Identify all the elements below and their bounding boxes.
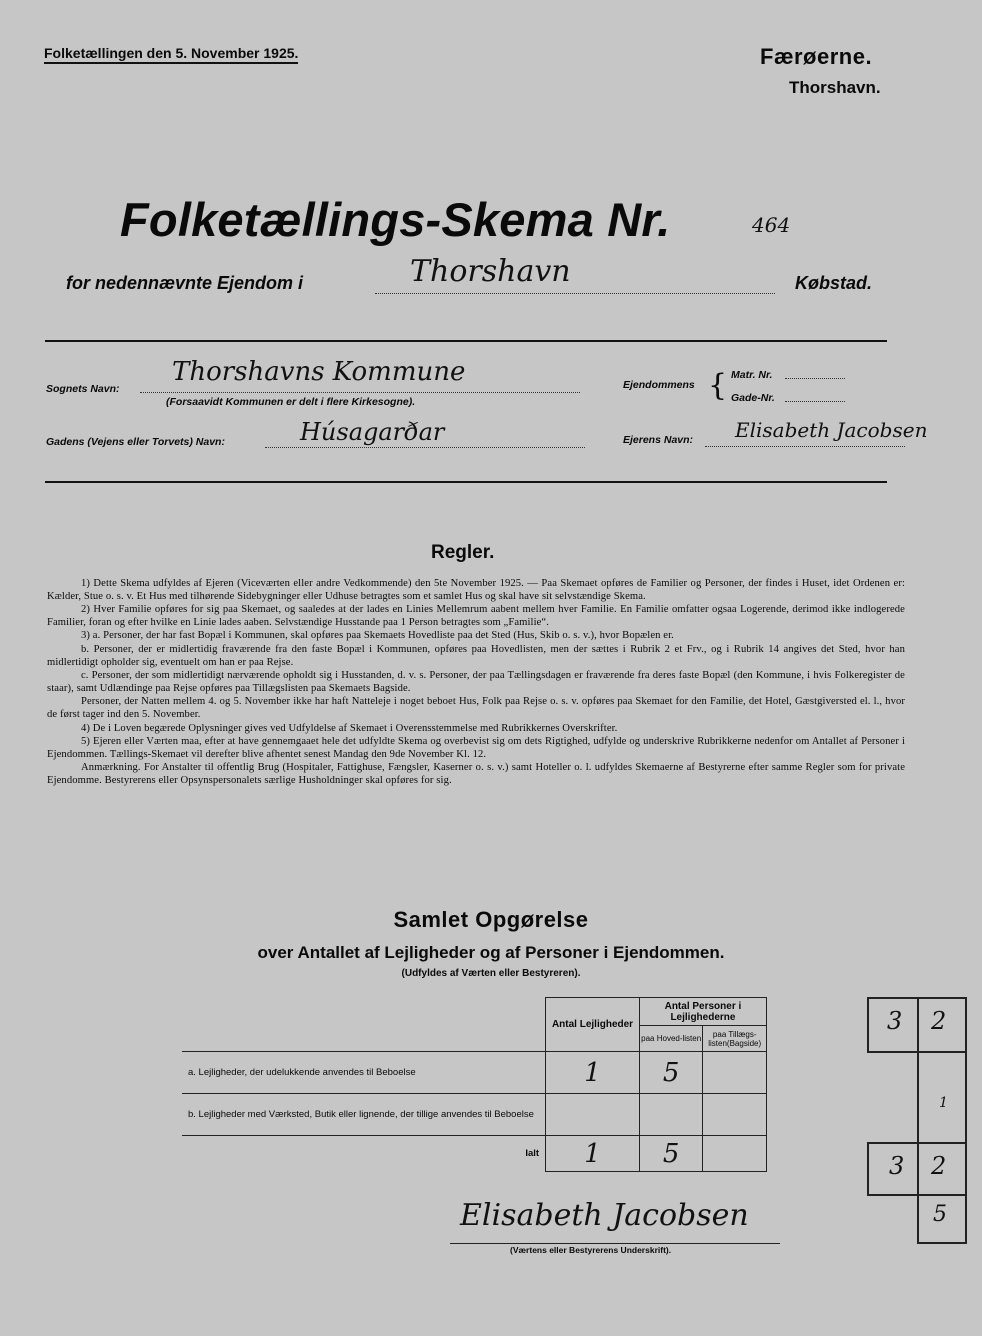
owner-signature: Elisabeth Jacobsen bbox=[460, 1198, 749, 1233]
tally-top-left: 3 bbox=[887, 1007, 903, 1035]
row-b-main bbox=[639, 1094, 703, 1136]
summary-table bbox=[182, 997, 767, 1172]
summary-subheading: over Antallet af Lejligheder og af Personer i Ejendommen. bbox=[257, 943, 725, 962]
rule-paragraph: Anmærkning. For Anstalter til offentlig Brug (Hospitaler, Fattighuse, Fængsler, Kaserner o. s. v.) samt Hoteller o. l. udfyldes Skemaerne af Bestyrerne efter samme Regler som for private Ejendomme. Bestyrerens eller Opsynspersonalets særlige Husholdninger skal opføres for sig. bbox=[47, 762, 905, 786]
parish-note: (Forsaavidt Kommunen er delt i flere Kirkesogne). bbox=[166, 396, 416, 408]
total-supp bbox=[703, 1136, 767, 1172]
rules-heading: Regler. bbox=[431, 542, 495, 563]
place-value: Thorshavn bbox=[410, 254, 571, 289]
row-a-label: a. Lejligheder, der udelukkende anvendes til Beboelse bbox=[182, 1052, 546, 1094]
form-title: Folketællings-Skema Nr. bbox=[120, 193, 671, 246]
header-supplement-list: paa Tillægs-listen(Bagside) bbox=[703, 1026, 767, 1052]
tally-box-top bbox=[867, 997, 967, 1053]
signature-note: (Værtens eller Bestyrerens Underskrift). bbox=[510, 1245, 672, 1255]
parish-dotted-line bbox=[140, 392, 580, 393]
table-corner bbox=[182, 998, 546, 1052]
total-apartments: 1 bbox=[546, 1136, 640, 1172]
tally-mid-right: 1 bbox=[939, 1095, 948, 1111]
row-b-apartments bbox=[546, 1094, 640, 1136]
town-label: Thorshavn. bbox=[789, 78, 881, 97]
rule-paragraph: 4) De i Loven begærede Oplysninger gives ved Udfyldelse af Skemaet i Overensstemmelse med Rubrikkernes Overskrifter. bbox=[81, 722, 618, 734]
census-date-line: Folketællingen den 5. November 1925. bbox=[44, 45, 298, 64]
matr-label: Matr. Nr. bbox=[731, 369, 773, 381]
street-no-label: Gade-Nr. bbox=[731, 392, 775, 404]
place-dotted-line bbox=[375, 293, 775, 294]
row-a-supp bbox=[703, 1052, 767, 1094]
form-number: 464 bbox=[752, 213, 791, 237]
tally-box-mid bbox=[917, 1049, 967, 1144]
tally-bottom-right: 5 bbox=[933, 1202, 947, 1227]
rule-paragraph: b. Personer, der er midlertidig fraværende fra den faste Bopæl i Kommunen, opføres paa Hovedlisten, men der sættes i Rubrik 2 et Frv., og i Rubrik 14 angives det Sted, hvor han midlertidigt opholder sig, eventuelt om han er paa Rejse. bbox=[47, 643, 905, 668]
matr-dotted-line bbox=[785, 378, 845, 379]
street-label: Gadens (Vejens eller Torvets) Navn: bbox=[46, 436, 225, 448]
owner-value: Elisabeth Jacobsen bbox=[735, 418, 928, 442]
header-persons: Antal Personer i Lejlighederne bbox=[639, 998, 766, 1026]
region-label: Færøerne. bbox=[760, 44, 873, 69]
rule-paragraph: 1) Dette Skema udfyldes af Ejeren (Viceværten eller andre Vedkommende) den 5te November 1925. — Paa Skemaet opføres de Familier og Personer, der findes i Huset, idet Ordenen er: Kælder, Stue o. s. v. Et Hus med tilhørende Sidebygninger eller Udhuse betragtes som et samlet Hus og skal have sit selvstændige Skema. bbox=[47, 578, 905, 602]
town-type-label: Købstad. bbox=[795, 273, 873, 293]
for-property-label: for nedennævnte Ejendom i bbox=[66, 273, 304, 293]
parish-label: Sognets Navn: bbox=[46, 383, 120, 395]
rule-paragraph: Personer, der Natten mellem 4. og 5. November ikke har haft Natteleje i noget beboet Hus, Folk paa Rejse o. s. v. opføres paa Skemaet for den Familie, det Hotel, Gæstgiversted el. l., hvor de først tager ind den 5. November. bbox=[47, 696, 905, 720]
signature-line bbox=[450, 1243, 780, 1244]
header-apartments: Antal Lejligheder bbox=[546, 998, 640, 1052]
lower-divider bbox=[45, 481, 887, 483]
upper-divider bbox=[45, 340, 887, 342]
total-main: 5 bbox=[639, 1136, 703, 1172]
summary-note: (Udfyldes af Værten eller Bestyreren). bbox=[401, 968, 581, 979]
property-brace: { bbox=[708, 368, 728, 403]
row-b-supp bbox=[703, 1094, 767, 1136]
owner-dotted-line bbox=[705, 446, 905, 447]
rule-paragraph: 2) Hver Familie opføres for sig paa Skemaet, og saaledes at der lades en Linies Mellemrum aabent mellem hver Familie. En Familie omfatter ogsaa Logerende, derimod ikke indlogerede Familier, foran og efter hvilke en Linie lades aaben. Selvstændige Husstande paa 1 Person betragtes som „Familie“. bbox=[47, 604, 905, 628]
header-main-list: paa Hoved-listen bbox=[639, 1026, 703, 1052]
street-dotted-line bbox=[265, 447, 585, 448]
row-a-main: 5 bbox=[639, 1052, 703, 1094]
tally-sum-right: 2 bbox=[931, 1152, 947, 1180]
street-value: Húsagarðar bbox=[300, 418, 445, 446]
tally-sum-left: 3 bbox=[889, 1152, 905, 1180]
tally-top-right: 2 bbox=[931, 1007, 947, 1035]
owner-label: Ejerens Navn: bbox=[623, 434, 694, 446]
row-a-apartments: 1 bbox=[546, 1052, 640, 1094]
rules-text bbox=[47, 578, 905, 789]
rule-paragraph: c. Personer, der som midlertidigt nærværende opholdt sig i Husstanden, d. v. s. Personer, der paa Tællingsdagen er fraværende fra deres faste Bopæl (den Kommune, i hvis Folkeregister de staar), samt Udlændinge paa Rejse opføres paa Tillægslisten paa Skemaets Bagside. bbox=[47, 670, 905, 694]
street-no-dotted-line bbox=[785, 401, 845, 402]
property-label: Ejendommens bbox=[623, 379, 695, 391]
rule-paragraph: 5) Ejeren eller Værten maa, efter at have gennemgaaet hele det udfyldte Skema og overbevist sig om dets Rigtighed, udfylde og underskrive Rubrikkerne nedenfor om Antallet af Personer i Ejendommen. Tællings-Skemaet vil derefter blive afhentet senest Mandag den 9de November Kl. 12. bbox=[47, 736, 905, 760]
rule-paragraph: 3) a. Personer, der har fast Bopæl i Kommunen, skal opføres paa Skemaets Hovedliste paa det Sted (Hus, Skib o. s. v.), hvor Bopælen er. bbox=[81, 630, 674, 642]
tally-box-bottom bbox=[917, 1192, 967, 1244]
parish-value: Thorshavns Kommune bbox=[172, 357, 466, 387]
summary-heading: Samlet Opgørelse bbox=[393, 907, 589, 932]
total-label: Ialt bbox=[182, 1136, 546, 1172]
tally-box-sum bbox=[867, 1142, 967, 1196]
row-b-label: b. Lejligheder med Værksted, Butik eller lignende, der tillige anvendes til Beboelse bbox=[182, 1094, 546, 1136]
